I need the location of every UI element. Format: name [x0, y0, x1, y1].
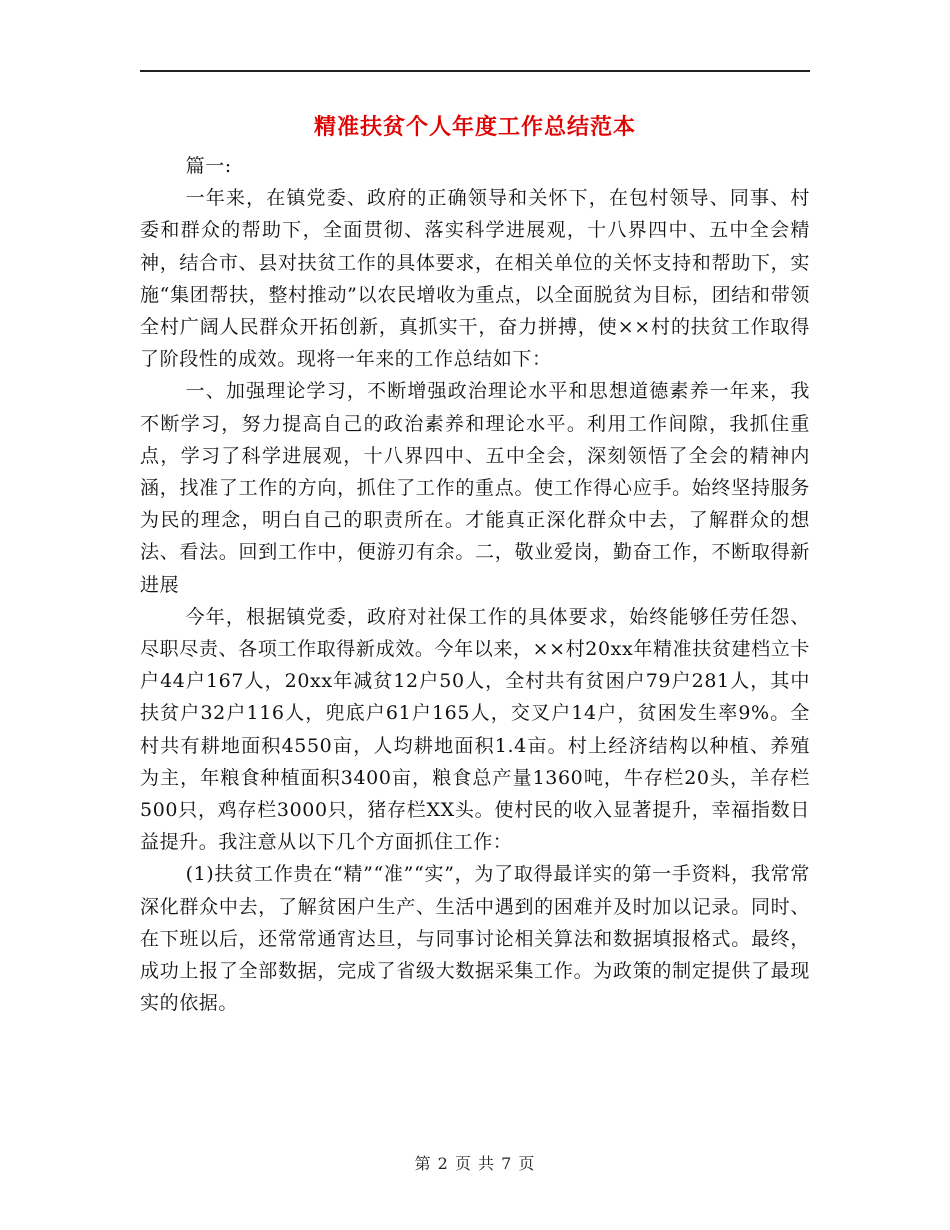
page-number: 第 2 页 共 7 页	[414, 1154, 536, 1173]
body-paragraph: 今年，根据镇党委，政府对社保工作的具体要求，始终能够任劳任怨、尽职尽责、各项工作取得新成效。今年以来，××村20xx年精准扶贫建档立卡户44户167人，20xx年减贫12户50人，全村共有贫困户79户281人，其中扶贫户32户116人，兜底户61户165人，交叉户14户，贫困发生率9%。全村共有耕地面积4550亩，人均耕地面积1.4亩。村上经济结构以种植、养殖为主，年粮食种植面积3400亩，粮食总产量1360吨，牛存栏20头，羊存栏500只，鸡存栏3000只，猪存栏XX头。使村民的收入显著提升，幸福指数日益提升。我注意从以下几个方面抓住工作：	[140, 605, 810, 854]
body-paragraph: 一、加强理论学习，不断增强政治理论水平和思想道德素养一年来，我不断学习，努力提高自己的政治素养和理论水平。利用工作间隙，我抓住重点，学习了科学进展观，十八界四中、五中全会，深刻领悟了全会的精神内涵，找准了工作的方向，抓住了工作的重点。使工作得心应手。始终坚持服务为民的理念，明白自己的职责所在。才能真正深化群众中去，了解群众的想法、看法。回到工作中，便游刃有余。二，敬业爱岗，勤奋工作，不断取得新进展	[140, 380, 810, 596]
body-paragraph: 一年来，在镇党委、政府的正确领导和关怀下，在包村领导、同事、村委和群众的帮助下，全面贯彻、落实科学进展观，十八界四中、五中全会精神，结合市、县对扶贫工作的具体要求，在相关单位的关怀支持和帮助下，实施“集团帮扶，整村推动”以农民增收为重点，以全面脱贫为目标，团结和带领全村广阔人民群众开拓创新，真抓实干，奋力拼搏，使××村的扶贫工作取得了阶段性的成效。现将一年来的工作总结如下：	[140, 187, 810, 371]
document-body	[140, 150, 810, 1019]
header-rule	[140, 70, 810, 72]
section-label-part-one: 篇一:	[185, 155, 232, 177]
document-title: 精准扶贫个人年度工作总结范本	[313, 114, 636, 140]
body-paragraph: (1)扶贫工作贵在“精”“准”“实”，为了取得最详实的第一手资料，我常常深化群众中去，了解贫困户生产、生活中遇到的困难并及时加以记录。同时、在下班以后，还常常通宵达旦，与同事讨论相关算法和数据填报格式。最终，成功上报了全部数据，完成了省级大数据采集工作。为政策的制定提供了最现实的依据。	[140, 863, 810, 1015]
